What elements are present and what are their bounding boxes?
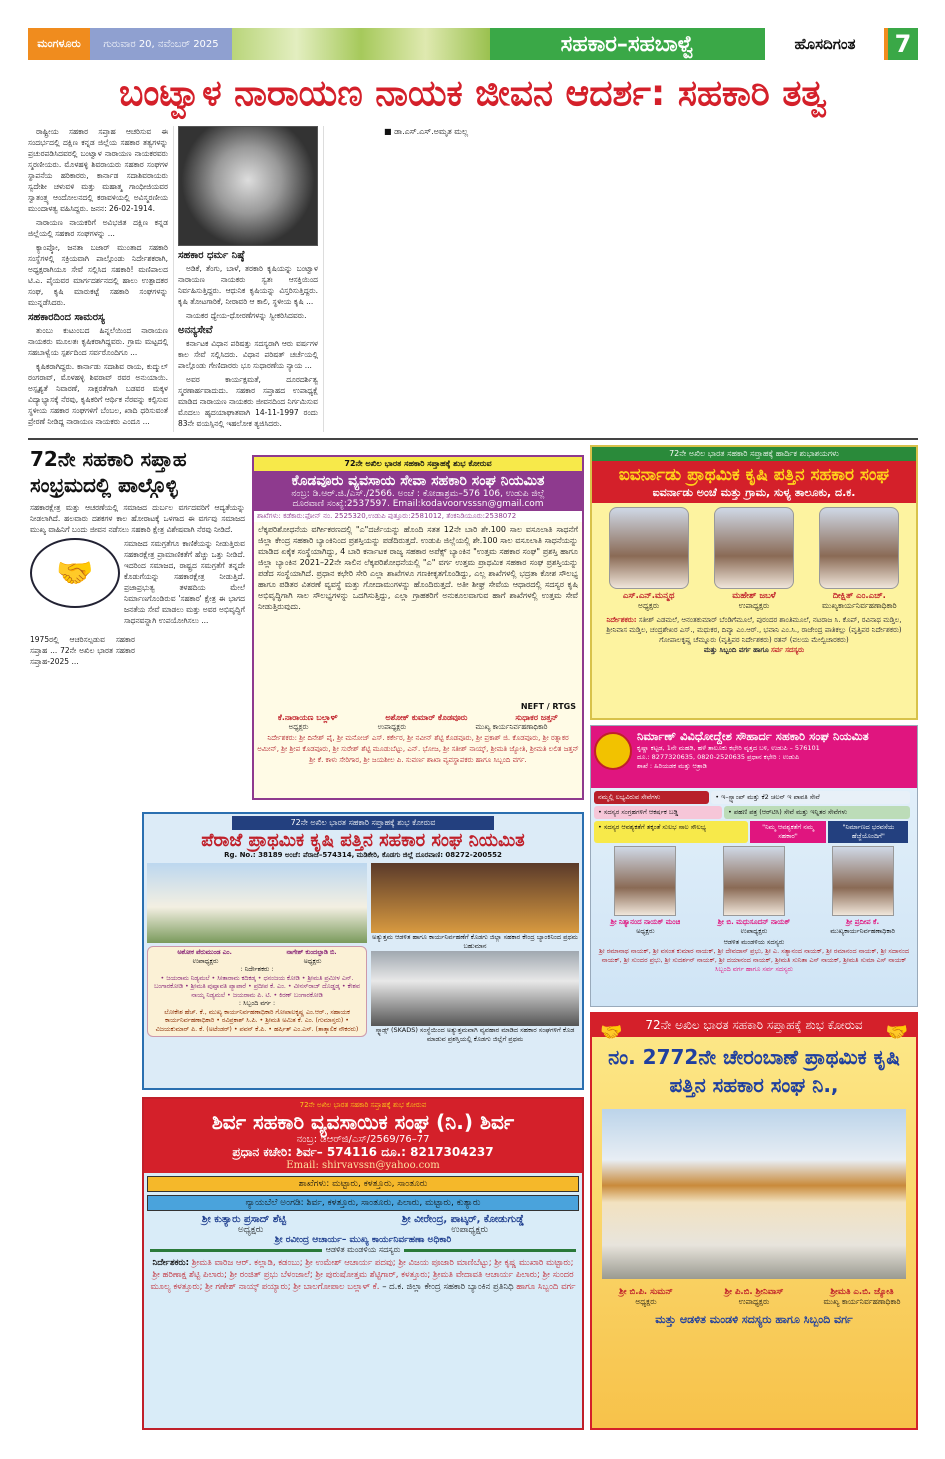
person-name: ಶ್ರೀ ನಿತ್ಯಾನಂದ ನಾಯಕ್ ಮಂಚಿ bbox=[610, 918, 681, 926]
main-headline: ಬಂಟ್ವಾಳ ನಾರಾಯಣ ನಾಯಕ ಜೀವನ ಆದರ್ಶ: ಸಹಕಾರಿ ತತ್ವ bbox=[119, 73, 827, 114]
org-name: ಶಿರ್ವ ಸಹಕಾರಿ ವ್ಯವಸಾಯಿಕ ಸಂಘ (ನಿ.) ಶಿರ್ವ bbox=[211, 1110, 515, 1134]
article-paragraph: ಅಡಿಕೆ, ತೆಂಗು, ಬಾಳೆ, ತರಕಾರಿ ಕೃಷಿಯನ್ನು ಬಂಟ್ವಾಳ ನಾರಾಯಣ ನಾಯಕರು ಸ್ವತಃ ಆಸಕ್ತಿಯಿಂದ ನಿರ್ವಹಿಸುತ್ತಿದ್ದರು. ಆಧುನಿಕ ಕೃಷಿಯನ್ನು ವಿಸ್ತರಿಸುತ್ತಿದ್ದರು. ಕೃಷಿ ತೋಟಗಾರಿಕೆ, ನೀರಾವರಿ ಆ ಕಾಲಿ, ಸ್ಥಳೀಯ ಕೃಷಿ ... bbox=[178, 264, 318, 306]
award-photo bbox=[371, 863, 579, 933]
person-card bbox=[598, 507, 699, 611]
directors-label: ನಿರ್ದೇಶಕರು: bbox=[606, 616, 637, 624]
person-name: ನಾಗೇಶ್ ಕುಂದಲ್ಪಾಡಿ ಬಿ. bbox=[286, 949, 337, 956]
person-name: ಸುಧಾಕರ ಜತ್ತನ್ bbox=[515, 713, 559, 722]
directors: • ಜಯರಾಮ ನಿಡ್ಯಮಲೆ • ಸೀತಾರಾಮ ಕದಿಕಡ್ಕ • ಧನಂಜಯ ಕೋಡಿ • ಶ್ರೀಮತಿ ಪ್ರಮೀಳ ಎನ್. ಬಂಗಾರಕೋಡಿ • ಶ್ರೀಮತಿ ಪುಷ್ಪಾವತಿ ಪ್ಯಾಪಾರೆ • ಪ್ರದೀಪ ಕೆ. ಎಂ. • ವೀನಸ್‌ರಾಜ್ ದೊಡ್ಡಡ್ಕ • ಕೇಶವ ನಾಯ್ಕ ನಿಡ್ಯಮಲೆ • ಜಯರಾಮ ಪಿ. ಟಿ. • ಕಿರಣ್ ಬಂಗಾರಕೋಡಿ bbox=[154, 974, 360, 999]
person-card bbox=[809, 507, 910, 611]
person-photo bbox=[832, 846, 894, 916]
person-role: ಉಪಾಧ್ಯಕ್ಷರು bbox=[377, 723, 407, 731]
ad-peraje bbox=[142, 812, 584, 1090]
side-paragraph: ಸಹಕಾರಕ್ಷೇತ್ರ ಮತ್ತು ಆಚರಣೆಯಲ್ಲಿ ಸಮಾಜದ ದುರ್ಬಲ ವರ್ಗದವರಿಗೆ ಆದ್ಯತೆಯನ್ನು ನೀಡಲಾಗಿದೆ. ಹಲವಾರು ದಶಕಗಳ ಕಾಲ ಹೋರಾಟಕ್ಕೆ ಒಳಗಾದ ಈ ವರ್ಗವು ಸಮಾಜದ ಮುಖ್ಯ ವಾಹಿನಿಗೆ ಬಂದು ಜೀವನ ನಡೆಸಲು ಸಹಕಾರಿ ಕ್ಷೇತ್ರ ವಿಶೇಷವಾಗಿ ನೆರವು ನೀಡಿದೆ. bbox=[30, 503, 245, 534]
org-branch: ಶಾಖೆ : ಹಿರಿಯಡಕ ಮತ್ತು ಆತ್ರಾಡಿ bbox=[637, 762, 707, 770]
directors-label: : ನಿರ್ದೇಶಕರು : bbox=[240, 966, 274, 973]
person-photo bbox=[614, 846, 676, 916]
side-article-continued: 1975ರಲ್ಲಿ ಆಚರಿಸಲ್ಪಡುವ ಸಹಕಾರ ಸಪ್ತಾಹ ... 72ನೇ ಅಖಿಲ ಭಾರತ ಸಹಕಾರ ಸಪ್ತಾಹ-2025 ... bbox=[30, 635, 135, 666]
person-name: ಕೆ.ನಾರಾಯಣ ಬಲ್ಲಾಳ್ bbox=[277, 713, 338, 722]
person-card bbox=[703, 507, 804, 611]
org-phone: ದೂ.: 8277320635, 0820-2520635 ಪ್ರಧಾನ ಕಛೇರಿ : ಉಡುಪಿ bbox=[637, 753, 800, 761]
article-paragraph: ಕೃಷಿಕರಾಗಿದ್ದರು. ಕಾರ್ನಾಡು ಸದಾಶಿವ ರಾಯ, ಕುದ್ಮುಲ್ ರಂಗರಾವ್, ಮೊಳಹಳ್ಳಿ ಶಿವರಾವ್ ರವರ ಅನುಯಾಯಿ. ಅಸ್ಪೃಶ್ಯತೆ ನಿವಾರಣೆ, ಸಾಕ್ಷರತೆಗಾಗಿ ಬಡವರ ಮಕ್ಕಳ ವಿದ್ಯಾಭ್ಯಾಸಕ್ಕೆ ನೆರವು, ಕೃಷಿಕರಿಗೆ ಆರ್ಥಿಕ ನೆರವನ್ನು ಕಲ್ಪಿಸುವ ಸ್ಥಳೀಯ ಸಹಕಾರ ಸಂಘಗಳಿಗೆ ಬೆಂಬಲ, ಖಾದಿ ಧರಿಸುವಂತೆ ಪ್ರೇರಣೆ ನೀಡಿದ್ದ ನಾರಾಯಣ ನಾಯಕರು ಎಂದೂ ... bbox=[28, 362, 168, 426]
ad-aivarnadu bbox=[590, 445, 918, 720]
org-name: ನಂ. 2772ನೇ ಚೇರಂಬಾಣೆ ಪ್ರಾಥಮಿಕ ಕೃಷಿ ಪತ್ತಿನ ಸಹಕಾರ ಸಂಘ ನಿ., bbox=[608, 1045, 900, 1097]
group-photo bbox=[371, 951, 579, 1026]
ad-strip: 72ನೇ ಅಖಿಲ ಭಾರತ ಸಹಕಾರಿ ಸಪ್ತಾಹಕ್ಕೆ ಹಾರ್ದಿಕ ಶುಭಾಶಯಗಳು bbox=[592, 447, 916, 461]
photo-caption: ಸ್ಕ್ಯಾಡ್ಸ್ (SKADS) ಸಂಸ್ಥೆಯಿಂದ ಅತ್ಯುತ್ತಮವಾಗಿ ವ್ಯವಹಾರ ಮಾಡಿದ ಸಹಕಾರ ಸಂಘಗಳಿಗೆ ಕೊಡ ಮಾಡುವ ಪ್ರಶಸ್ತಿಯಲ್ಲಿ ಕೊಡಗು ಜಿಲ್ಲೆಗೆ ಪ್ರಥಮ bbox=[375, 1026, 575, 1043]
person-role: ಉಪಾಧ್ಯಕ್ಷರು bbox=[738, 601, 770, 610]
edition-location: ಮಂಗಳೂರು bbox=[28, 28, 90, 60]
org-reg: ನಂಬ್ರ: ಡಿಆರ್‌ಜಿ/ಎಸ್/2569/76–77 bbox=[296, 1134, 430, 1145]
ad-shirva bbox=[142, 1097, 584, 1430]
person-name: ಶ್ರೀ ವೀರೇಂದ್ರ, ಪಾಟ್ಕರ್, ಕೋಡುಗುಡ್ಡೆ bbox=[401, 1214, 525, 1225]
side-paragraph: ಸಮಾಜದ ಸಮಗ್ರತೆಗೂ ಕಾಣಿಕೆಯನ್ನು ನೀಡುತ್ತಿರುವ ಸಹಕಾರಕ್ಷೇತ್ರ ಪ್ರಾಮಾಣಿಕತೆಗೆ ಹೆಚ್ಚು ಒತ್ತು ನೀಡಿದೆ. ಇದರಿಂದ ಸಮಾಜದ, ರಾಷ್ಟ್ರದ ಸಮಗ್ರತೆಗೆ ತನ್ನದೇ ಕೊಡುಗೆಯನ್ನು ಸಹಕಾರಕ್ಷೇತ್ರ ನೀಡುತ್ತಿದೆ. ಪ್ರಜಾಪ್ರಭುತ್ವ ತಳಹದಿಯ ಮೇಲೆ ನಿರ್ಮಾಣಗೊಂಡಿರುವ 'ಸಹಕಾರ' ಕ್ಷೇತ್ರ ಈ ಭಾಗದ ಜನತೆಯ ಸೇವೆ ಮಾಡಲು ಮತ್ತು ಅವರ ಅಭಿವೃದ್ಧಿಗೆ ಸಾಧನವನ್ನಾಗಿ ಉಪಯೋಗಿಸಲು ... bbox=[124, 539, 245, 625]
person-name: ಶ್ರೀ ಪಿ.ಬಿ. ಶ್ರೀನಿವಾಸ್ bbox=[724, 1287, 784, 1297]
newspaper-logo: ಹೊಸದಿಗಂತ bbox=[794, 35, 856, 53]
footer-text: ಮತ್ತು ಆಡಳಿತ ಮಂಡಳಿ ಸದಸ್ಯರು ಹಾಗೂ ಸಿಬ್ಬಂದಿ ವರ್ಗ bbox=[655, 1313, 853, 1326]
handshake-icon: 🤝 bbox=[30, 538, 120, 608]
footer-text: ಹಾಗೂ ಸಿಬ್ಬಂದಿ ವರ್ಗ bbox=[516, 1282, 576, 1292]
article-byline: ■ ಡಾ.ಎಸ್.ಎಸ್.ಅಮೃತ ಮಲ್ಲ bbox=[384, 127, 468, 136]
services-label: ನಮ್ಮಲ್ಲಿ ಲಭ್ಯವಿರುವ ಸೇವೆಗಳು bbox=[594, 791, 709, 804]
handshake-icon: 🤝 bbox=[885, 1022, 908, 1043]
article-paragraph: ಕ್ಯಾಂಪ್ಕೋ, ಜನತಾ ಬಜಾರ್ ಮುಂತಾದ ಸಹಕಾರಿ ಸಂಸ್ಥೆಗಳಲ್ಲಿ ಸಕ್ರಿಯವಾಗಿ ಪಾಲ್ಗೊಂಡು ನಿರ್ದೇಶಕರಾಗಿ, ಅಧ್ಯಕ್ಷರಾಗಿಯೂ ಸೇವೆ ಸಲ್ಲಿಸಿದ ಸಹಕಾರಿ! ಮಣಿಪಾಲದ ಟಿ.ಎ. ಪೈಯವರ ಮಾರ್ಗದರ್ಶನದಲ್ಲಿ ಹಾಲು ಉತ್ಪಾದಕರ ಸಂಘ, ಕೃಷಿ ಮಾರುಕಟ್ಟೆ ಸಹಕಾರಿ ಸಂಘಗಳನ್ನು ಮುನ್ನಡೆಸಿದರು. bbox=[28, 243, 168, 307]
ad-nirman bbox=[590, 725, 918, 1007]
paddy-banner-image bbox=[232, 28, 490, 60]
building-photo bbox=[602, 1109, 906, 1279]
person-name: ದೀಕ್ಷಿತ್ ಎಂ.ಎಚ್. bbox=[832, 591, 886, 601]
board-members: ಶ್ರೀ ರಮಾನಾಥ ನಾಯಕ್, ಶ್ರೀ ವಸಂತ ಕುಮಾರ ನಾಯಕ್, ಶ್ರೀ ದೇವದಾಸ್ ಪ್ರಭು, ಶ್ರೀ ಎ. ಸತ್ಯಾನಂದ ನಾಯಕ್, ಶ್ರೀ ರಮಾನಂದ ನಾಯಕ್, ಶ್ರೀ ಸದಾನಂದ ನಾಯಕ್, ಶ್ರೀ ಸುಂದರ ಪ್ರಭು, ಶ್ರೀ ಸುದರ್ಶನ್ ನಾಯಕ್, ಶ್ರೀ ದಯಾನಂದ ನಾಯಕ್, ಶ್ರೀಮತಿ ಸುನಿತಾ ಎಸ್ ನಾಯಕ್, ಶ್ರೀಮತಿ ಸುಮಾ ಎಸ್ ನಾಯಕ್ bbox=[598, 947, 910, 964]
article-subheading: ಸಹಕಾರದಿಂದ ಸಾಮರಸ್ಯ bbox=[28, 312, 105, 323]
divider bbox=[404, 1249, 576, 1252]
person-role: ಅಧ್ಯಕ್ಷರು bbox=[288, 723, 309, 731]
directors: ಸತೀಶ್ ಎಡಮಲೆ, ಆನಂತಕುಮಾರ್ ಬೆಂಡಿಗೆಮೂಲೆ, ಪುರಂದರ ಶಾಂತಿಮೂಲೆ, ನಟರಾಜ ಸಿ. ಕೊಪ್, ರವಿನಾಥ ಮಡ್ತಿಲ, ಶ್ರೀನಿವಾಸ ಮಡ್ತಿಲ, ಚಂದ್ರಶೇಖರ ಎಸ್., ಮಧುಕರ, ದಿವ್ಯಾ ಎಂ.ಆರ್., ಭವಾನಿ ಎಂ.ಸಿ., ರಾಜೇಂದ್ರ ಪಾತಿಕಲ್ಲು (ವೃತ್ತಿಪರ ನಿರ್ದೇಶಕರು) ಗೋಪಾಲಕೃಷ್ಣ ಚೆಮ್ನೂರು (ವೃತ್ತಿಪರ ನಿರ್ದೇಶಕರು) ರತನ್ (ವಲಯ ಮೇಲ್ವಿಚಾರಕರು) bbox=[606, 616, 902, 644]
person-role: ಅಧ್ಯಕ್ಷರು bbox=[635, 1297, 657, 1306]
person-name: ಮಹೇಶ್ ಜಬಳೆ bbox=[732, 591, 776, 601]
service-item: • ಸದಸ್ಯರ ಸಂಗ್ರಹಗಳಿಗೆ ಆಕರ್ಷಕ ಬಡ್ಡಿ bbox=[594, 806, 722, 819]
page-number: 7 bbox=[884, 28, 918, 60]
org-description: ಲೆಕ್ಕಪರಿಶೋಧನೆಯ ವರ್ಗೀಕರಣದಲ್ಲಿ "ಎ"ದರ್ಜೆಯನ್ನು ಹೊಂದಿ ಸತತ 12ನೇ ಬಾರಿ ಶೇ.100 ಸಾಲ ವಸೂಲಾತಿ ಸಾಧನೆಗೆ ಜಿಲ್ಲಾ ಕೇಂದ್ರ ಸಹಕಾರಿ ಬ್ಯಾಂಕಿನಿಂದ ಪ್ರಶಸ್ತಿಯನ್ನು ಪಡೆದಿರುತ್ತದೆ. ಉಡುಪಿ ಜಿಲ್ಲೆಯಲ್ಲಿ ಶೇ.100 ಸಾಲ ವಸೂಲಾತಿ ಸಾಧನೆಯನ್ನು ಮಾಡಿದ ಏಕೈಕ ಸಂಸ್ಥೆಯಾಗಿದ್ದು, 4 ಬಾರಿ ಕರ್ನಾಟಕ ರಾಜ್ಯ ಸಹಕಾರ ಅಪೆಕ್ಸ್ ಬ್ಯಾಂಕಿನ "ಉತ್ತಮ ಸಹಕಾರ ಸಂಘ" ಪ್ರಶಸ್ತಿ ಹಾಗೂ ಜಿಲ್ಲಾ ಬ್ಯಾಂಕಿನ 2021–22ನೇ ಸಾಲಿನ ಲೆಕ್ಕಪರಿಶೋಧನೆಯಲ್ಲಿ "ಎ" ವರ್ಗ ಉತ್ತಮ ಪ್ರಾಥಮಿಕ ಸಹಕಾರ ಸಂಘ ಪ್ರಶಸ್ತಿಯನ್ನು ಪಡೆದ ಸಂಸ್ಥೆಯಾಗಿದೆ. ಪ್ರಧಾನ ಕಛೇರಿ ಸೇರಿ ಎಲ್ಲಾ ಶಾಖೆಗಳೂ ಗಣಕೀಕೃತಗೊಂಡಿದ್ದು, ಎಲ್ಲ ಶಾಖೆಗಳಲ್ಲಿ ಭದ್ರತಾ ಕೋಶ ಸೌಲಭ್ಯ ಹಾಗೂ ಪಡಿತರ ವಿತರಣೆ ವ್ಯವಸ್ಥೆ ಮತ್ತು ಗೋದಾಮುಗಳನ್ನು ಹೊಂದಿರುತ್ತದೆ. ಅತೀ ಶೀಘ್ರ ಸೇವೆಯ ಆಧಾರದಲ್ಲಿ ಸದಸ್ಯರ ಕೃಷಿ ಅಭಿವೃದ್ಧಿಗಾಗಿ ಸಾಲ ಸೌಲಭ್ಯಗಳನ್ನು ಒದಗಿಸುತ್ತಿದ್ದು, ಎಲ್ಲಾ ಗ್ರಾಹಕರಿಗೆ ಅನುಕೂಲವಾಗುವ ಹಾಗೆ ಶಾಖೆಗಳಲ್ಲಿ ಉತ್ತಮ ಸೇವೆ ನೀಡುತ್ತಿರುವುದು. bbox=[258, 525, 578, 611]
divider bbox=[28, 438, 918, 440]
person-photo bbox=[723, 846, 785, 916]
person-role: ಉಪಾಧ್ಯಕ್ಷರು bbox=[451, 1225, 489, 1235]
person-name: ಶ್ರೀ ಬಿ.ಪಿ. ಸುಮನ್ bbox=[619, 1287, 673, 1297]
article-paragraph: ತುಂಬು ಕುಟುಂಬದ ಹಿನ್ನಲೆಯಿಂದ ನಾರಾಯಣ ನಾಯಕರು ಮೂಲತಃ ಕೃಷಿಕರಾಗಿದ್ದವರು. ಗ್ರಾಮ ಮಟ್ಟದಲ್ಲಿ ಸಹಬಾಳ್ವೆಯ ಸ್ಪರ್ಶದಿಂದ ಸರ್ವರೊಂದಿಗೂ ... bbox=[28, 326, 168, 357]
article-paragraph: ನಾಯಕರ ಧ್ಯೇಯ-ಧೋರಣೆಗಳನ್ನು ಸ್ವೀಕರಿಸಿದವರು. bbox=[186, 311, 307, 320]
person-role: ಮುಖ್ಯ ಕಾರ್ಯನಿರ್ವಹಣಾಧಿಕಾರಿ bbox=[823, 1297, 901, 1306]
staff: ಲೋಕೇಶ ಹೆಚ್. ಕೆ., ಮುಖ್ಯ ಕಾರ್ಯನಿರ್ವಹಣಾಧಿಕಾರಿ ಗೋಪಾಲಕೃಷ್ಣ ಎಂ.ಆರ್., ಸಹಾಯಕ ಕಾರ್ಯನಿರ್ವಹಣಾಧಿಕಾರಿ • ರವಿಪ್ರಕಾಶ್ ಸಿ.ಪಿ. • ಶ್ರೀಮತಿ ಅಮಿತ ಕೆ. ಎಂ. (ಗುಮಾಸ್ತರು) • ವಿಜಯಕುಮಾರ್ ಪಿ. ಕೆ. (ಅಟೆಂಡರ್) • ಪವನ್ ಕೆ.ಪಿ. • ಹರ್ಷಿತ್ ಎಂ.ಎಸ್. (ತಾತ್ಕಾಲಿಕ ನೌಕರರು) bbox=[155, 1008, 359, 1033]
person-name: ಶ್ರೀ ಕುತ್ಯಾರು ಪ್ರಸಾದ್ ಶೆಟ್ಟಿ bbox=[201, 1214, 287, 1225]
org-email: Email: shirvavssn@yahoo.com bbox=[286, 1160, 440, 1171]
article-paragraph: ನಾರಾಯಣ ನಾಯಕರಿಗೆ ಅವಿಭಜಿತ ದಕ್ಷಿಣ ಕನ್ನಡ ಜಿಲ್ಲೆಯಲ್ಲಿ ಸಹಕಾರ ಸಂಘಗಳನ್ನು ... bbox=[28, 218, 168, 238]
board-label: ಆಡಳಿತ ಮಂಡಳಿಯ ಸದಸ್ಯರು bbox=[325, 1245, 401, 1254]
org-reg: Rg. No.: 38189 ಅಂಚೆ: ಪೆರಾಜೆ–574314, ಮಡಿಕೇರಿ, ಕೊಡಗು ಜಿಲ್ಲೆ ದೂರವಾಣಿ: 08272-200552 bbox=[224, 851, 502, 859]
handshake-icon: 🤝 bbox=[600, 1022, 623, 1043]
divider bbox=[150, 1249, 322, 1252]
person-name: ಶ್ರೀ ಪ್ರದೀಪ ಕೆ. bbox=[846, 918, 880, 926]
person-card bbox=[702, 846, 806, 936]
ad-strip: 72ನೇ ಅಖಿಲ ಭಾರತ ಸಹಕಾರಿ ಸಪ್ತಾಹಕ್ಕೆ ಶುಭ ಕೋರುವ bbox=[299, 1101, 427, 1109]
footer-text: ಸರ್ವ ಸದಸ್ಯರು bbox=[770, 646, 805, 654]
org-logo bbox=[594, 732, 632, 770]
org-branches: ಶಾಖೆಗಳು: ಕಡೆಕಾರು:ಫೋನ್ ನಂ. 2525320,ಉಡುಪಿ ಪುತ್ತೂರು:2581012, ತೆಂಕನಿಡಿಯೂರು:2538072 bbox=[254, 511, 582, 522]
person-role: ಉಪಾಧ್ಯಕ್ಷರು bbox=[738, 1297, 770, 1306]
service-item: • ಸದಸ್ಯರ ಆವಶ್ಯಕತೆಗೆ ತಕ್ಕಂತೆ ಸುಲಭ ಸಾಲ ಸೌಲಭ್ಯ bbox=[594, 821, 748, 843]
directors: ಶ್ರೀಮತಿ ವಾರಿಜ ಆರ್. ಕಲ್ಲಾಡಿ, ಕಡಂಬು; ಶ್ರೀ ಉಮೇಶ್ ಆಚಾರ್ಯ ಪದವು; ಶ್ರೀ ವಿಜಯ ಪೂಜಾರಿ ಮಾಣಿಬೆಟ್ಟು; ಶ್ರೀ ಕೃಷ್ಣ ಮುಖಾರಿ ಮಟ್ಟಾರು; ಶ್ರೀ ಹರಿಣಾಕ್ಷ ಶೆಟ್ಟಿ ಪಿಲಾರು; ಶ್ರೀ ರಂಜಿತ್ ಪ್ರಭು ಬೆಳಂಜಾಲೆ; ಶ್ರೀ ಪುರುಷೋತ್ತಮ ಶೆಟ್ಟಿಗಾರ್, ಕಳತ್ತೂರು; ಶ್ರೀಮತಿ ವೇದಾವತಿ ಆಚಾರ್ಯ ಪಿಲಾರು; ಶ್ರೀ ಸುಂದರ ಮೂಲ್ಯ ಕಳತ್ತೂರು; ಶ್ರೀ ಗಣೇಶ್ ನಾಯ್ಕ್ ಪಯ್ಯಾರು; ಶ್ರೀ ಬಾಲಗೋಪಾಲ ಬಲ್ಲಾಳ್ ಕೆ. bbox=[150, 1258, 574, 1292]
ceo: ಶ್ರೀ ರವೀಂದ್ರ ಆಚಾರ್ಯ– ಮುಖ್ಯ ಕಾರ್ಯನಿರ್ವಹಣಾ ಅಧಿಕಾರಿ bbox=[274, 1235, 452, 1245]
portrait-photo bbox=[178, 126, 318, 246]
person-role: ಅಧ್ಯಕ್ಷರು bbox=[636, 927, 655, 935]
person-name: ಶ್ರೀ ಬಿ. ಮಧುಸೂದನ್ ನಾಯಕ್ bbox=[717, 918, 791, 926]
article-paragraph: ರಾಷ್ಟ್ರೀಯ ಸಹಕಾರ ಸಪ್ತಾಹ ಆಚರಿಸುವ ಈ ಸಂದರ್ಭದಲ್ಲಿ ದಕ್ಷಿಣ ಕನ್ನಡ ಜಿಲ್ಲೆಯ ಸಹಕಾರ ತತ್ವಗಳನ್ನು ಪ್ರಚುರಪಡಿಸಿದವರಲ್ಲಿ ಬಂಟ್ವಾಳ ನಾರಾಯಣ ನಾಯಕರವರು ಸ್ಮರಣೀಯರು. ಮೊಳಹಳ್ಳಿ ಶಿವರಾಯರು ಸಹಕಾರ ಸಂಘಗಳ ಸ್ಥಾಪನೆಯ ಹರಿಕಾರರು, ಕಾರ್ನಾಡ ಸದಾಶಿವರಾಯರು ಸ್ವದೇಶೀ ಚಳುವಳಿ ಮತ್ತು ಮಹಾತ್ಮ ಗಾಂಧೀಜಿಯವರ ಸ್ವಾತಂತ್ರ್ಯ ಆಂದೋಲನದಲ್ಲಿ ಕರಾವಳಿಯಲ್ಲಿ ಅವಿಸ್ಮರಣೀಯ ಮುಂದಾಳತ್ವ ವಹಿಸಿದ್ದರು. ಜನನ: 26-02-1914. bbox=[28, 127, 168, 213]
org-address: ಕೃಷ್ಣಾ ಕಟ್ಟಡ, 1ನೇ ಮಹಡಿ, ಹಳೆ ತಾಲೂಕು ಕಛೇರಿ ವೃತ್ತದ ಬಳಿ, ಉಡುಪಿ – 576101 bbox=[637, 744, 820, 752]
org-office: ಪ್ರಧಾನ ಕಚೇರಿ: ಶಿರ್ವ– 574116 ದೂ.: 8217304237 bbox=[232, 1145, 494, 1159]
footer-text: ಸಿಬ್ಬಂದಿ ವರ್ಗ ಹಾಗೂ ಸರ್ವ ಸದಸ್ಯರು bbox=[715, 965, 793, 973]
service-item: • ಇ–ಸ್ಟ್ಯಾಂಪ್ ಮತ್ತು ಕೆ2 ಚಲನ್ ಇ ಪಾವತಿ ಸೇವೆ bbox=[711, 791, 909, 804]
person-name: ಎಸ್.ಎನ್.ಮನ್ಮಥ bbox=[622, 591, 675, 601]
person-photo bbox=[819, 507, 899, 589]
section-title: ಸಹಕಾರ–ಸಹಬಾಳ್ವೆ bbox=[490, 28, 765, 60]
staff-label: : ಸಿಬ್ಬಂದಿ ವರ್ಗ : bbox=[238, 1000, 276, 1007]
person-photo bbox=[714, 507, 794, 589]
person-card bbox=[810, 1285, 914, 1307]
person-card bbox=[594, 1285, 698, 1307]
person-card bbox=[702, 1285, 806, 1307]
person-card bbox=[593, 846, 697, 936]
person-role: ಉಪಾಧ್ಯಕ್ಷರು bbox=[740, 927, 768, 935]
board-label: ಆಡಳಿತ ಮಂಡಳಿಯ ಸದಸ್ಯರು bbox=[723, 938, 785, 946]
article-paragraph: ಅವರ ಕಾರ್ಯಕ್ಷಮತೆ, ದೂರದರ್ಶಿತ್ವ ಸ್ಮರಣಾರ್ಹವಾದುದು. ಸಹಕಾರ ಸಪ್ತಾಹದ ಉಪಾಧ್ಯಕ್ಷೆ ಮಾಡಿದ ನಾರಾಯಣ ನಾಯಕರು ಜೀವನದಿಂದ ನಿರ್ಗಮಿಸುವ ಮೊದಲು ಹೃದಯಾಘಾತವಾಗಿ 14-11-1997 ರಂದು 83ನೇ ವಯಸ್ಸಿನಲ್ಲಿ ಇಹಲೋಕ ತ್ಯಜಿಸಿದರು. bbox=[178, 375, 318, 428]
ad-strip: 72ನೇ ಅಖಿಲ ಭಾರತ ಸಹಕಾರಿ ಸಪ್ತಾಹಕ್ಕೆ ಶುಭ ಕೋರುವ bbox=[254, 457, 582, 471]
org-reg: ನಂಬ್ರ: ಡಿ.ಆರ್.ಜಿ./ಎಸ್./2566. ಅಂಚೆ : ಕೋಡಾಶ್ರಮ–576 106, ಉಡುಪಿ ಜಿಲ್ಲೆ bbox=[291, 489, 545, 499]
person-role: ಅಧ್ಯಕ್ಷರು bbox=[303, 957, 322, 965]
slogan: "ನಿರ್ಮಾಣದ ಭರವಸೆಯ ಹೆಜ್ಜೆಯೊಂದಿಗೆ" bbox=[828, 821, 908, 843]
article-subheading: ಸಹಕಾರ ಧರ್ಮ ನಿಷ್ಠೆ bbox=[178, 250, 245, 261]
person-role: ಅಧ್ಯಕ್ಷರು bbox=[638, 601, 660, 610]
person-photo bbox=[609, 507, 689, 589]
org-shops: ನ್ಯಾಯಬೆಲೆ ಅಂಗಡಿ: ಶಿರ್ವ, ಕಳತ್ತೂರು, ಸಾಂತೂರು, ಪಿಲಾರು, ಮಟ್ಟಾರು, ಕುತ್ಯಾರು bbox=[147, 1195, 579, 1211]
org-name: ಕೊಡವೂರು ವ್ಯವಸಾಯ ಸೇವಾ ಸಹಕಾರಿ ಸಂಘ ನಿಯಮಿತ bbox=[291, 473, 545, 489]
slogan: "ನಿಮ್ಮ ಆವಶ್ಯಕತೆಗೆ ನಮ್ಮ ಸಹಕಾರ" bbox=[750, 821, 827, 843]
ad-strip: 72ನೇ ಅಖಿಲ ಭಾರತ ಸಹಕಾರಿ ಸಪ್ತಾಹಕ್ಕೆ ಶುಭ ಕೋರುವ bbox=[645, 1018, 863, 1032]
directors: ನಿರ್ದೇಶಕರು: ಶ್ರೀ ದಿನೇಶ್ ಪೈ, ಶ್ರೀ ಮನೋಜ್ ಎಸ್. ಕರ್ಕೇರ, ಶ್ರೀ ನವೀನ್ ಶೆಟ್ಟಿ ಕೊಡವೂರು, ಶ್ರೀ ಪ್ರಕಾಶ್ ಜಿ. ಕೊಡವೂರು, ಶ್ರೀ ರತ್ನಾಕರ ಅಮೀನ್, ಶ್ರೀ ಶ್ರೀಪ ಕೊಡವೂರು, ಶ್ರೀ ಸುರೇಶ್ ಶೆಟ್ಟಿ ಮೂಡುಬೆಟ್ಟು, ಎನ್. ಭೋಜ, ಶ್ರೀ ಸತೀಶ್ ನಾಯ್ಕ್, ಶ್ರೀಮತಿ ಜ್ಯೋತಿ, ಶ್ರೀಮತಿ ಲಲಿತ ಜತ್ತನ್ ಶ್ರೀ ಕೆ. ಕಾಳು ಸೇರಿಗಾರ, ಶ್ರೀ ಜಯಶೀಲ ಪಿ. ಸುವರ್ಣ ಶಾಖಾ ವ್ಯವಸ್ಥಾಪಕರು ಹಾಗೂ ಸಿಬ್ಬಂದಿ ವರ್ಗ. bbox=[257, 734, 579, 764]
side-headline: 72ನೇ ಸಹಕಾರಿ ಸಪ್ತಾಹ ಸಂಭ್ರಮದಲ್ಲಿ ಪಾಲ್ಗೊಳ್ಳಿ bbox=[30, 447, 187, 497]
article-paragraph: ಕರ್ನಾಟಕ ವಿಧಾನ ಪರಿಷತ್ತು ಸದಸ್ಯರಾಗಿ ಆರು ವರ್ಷಗಳ ಕಾಲ ಸೇವೆ ಸಲ್ಲಿಸಿದರು. ವಿಧಾನ ಪರಿಷತ್ ಚರ್ಚೆಯಲ್ಲಿ ಪಾಲ್ಗೊಂಡು ಗೇಣಿದಾರರು ಭೂ ಸುಧಾರಣೆಯ ನ್ಯಾಯ ... bbox=[178, 339, 318, 370]
org-address: ಐವರ್ನಾಡು ಅಂಚೆ ಮತ್ತು ಗ್ರಾಮ, ಸುಳ್ಯ ತಾಲೂಕು, ದ.ಕ. bbox=[652, 486, 856, 499]
ad-kodavoor bbox=[252, 455, 584, 800]
footer-text: ಮತ್ತು ಸಿಬ್ಬಂದಿ ವರ್ಗ ಹಾಗೂ bbox=[703, 646, 769, 654]
person-name: ಶ್ರೀಮತಿ ಎ.ಬಿ. ಜ್ಯೋತಿ bbox=[830, 1287, 894, 1297]
directors-label: ನಿರ್ದೇಶಕರು: bbox=[152, 1258, 190, 1268]
person-role: ಉಪಾಧ್ಯಕ್ಷರು bbox=[192, 957, 219, 965]
edition-date: ಗುರುವಾರ 20, ನವೆಂಬರ್ 2025 bbox=[90, 28, 232, 60]
neft-label: NEFT / RTGS bbox=[520, 702, 576, 711]
person-role: ಅಧ್ಯಕ್ಷರು bbox=[237, 1225, 264, 1235]
ad-cherambane bbox=[590, 1012, 918, 1430]
org-contact: ದೂರವಾಣಿ ಸಂಖ್ಯೆ:2537597. Email:kodavoorvsssn@gmail.com bbox=[292, 499, 544, 509]
org-name: ನಿರ್ಮಾಣ್ ವಿವಿಧೋದ್ದೇಶ ಸೌಹಾರ್ದ ಸಹಕಾರಿ ಸಂಘ ನಿಯಮಿತ bbox=[637, 729, 869, 743]
main-article bbox=[28, 126, 918, 432]
org-name: ಐವರ್ನಾಡು ಪ್ರಾಥಮಿಕ ಕೃಷಿ ಪತ್ತಿನ ಸಹಕಾರ ಸಂಘ bbox=[618, 465, 890, 485]
person-role: ಮುಖ್ಯಕಾರ್ಯನಿರ್ವಹಣಾಧಿಕಾರಿ bbox=[821, 601, 897, 610]
person-role: ಮುಖ್ಯ ಕಾರ್ಯನಿರ್ವಹಣಾಧಿಕಾರಿ bbox=[475, 723, 548, 731]
ad-strip: 72ನೇ ಅಖಿಲ ಭಾರತ ಸಹಕಾರಿ ಸಪ್ತಾಹಕ್ಕೆ ಶುಭ ಕೋರುವ bbox=[232, 816, 495, 830]
article-subheading: ಅನನ್ಯಸೇವೆ bbox=[178, 325, 213, 336]
org-name: ಪೆರಾಜೆ ಪ್ರಾಥಮಿಕ ಕೃಷಿ ಪತ್ತಿನ ಸಹಕಾರ ಸಂಘ ನಿಯಮಿತ bbox=[201, 830, 525, 851]
photo-caption: ಅತ್ಯುತ್ತಮ ಆಡಳಿತ ಹಾಗೂ ಕಾರ್ಯನಿರ್ವಹಣೆಗೆ ಕೊಡಗು ಜಿಲ್ಲಾ ಸಹಕಾರ ಕೇಂದ್ರ ಬ್ಯಾಂಕಿನಿಂದ ಪ್ರಥಮ ಬಹುಮಾನ bbox=[372, 933, 578, 950]
representative: – ದ.ಕ. ಜಿಲ್ಲಾ ಕೇಂದ್ರ ಸಹಕಾರಿ ಬ್ಯಾಂಕಿನ ಪ್ರತಿನಿಧಿ bbox=[382, 1282, 514, 1292]
service-item: • ಪಹಣಿ ಪತ್ರ (ಆರ್‌ಟಿಸಿ) ಸೇವೆ ಮತ್ತು ಇನ್ನಿತರ ಸೇವೆಗಳು bbox=[724, 806, 910, 819]
person-name: ಅಶೋಕ ಪೆರುಮುಂಡ ಎಂ. bbox=[177, 949, 232, 956]
org-branches: ಶಾಖೆಗಳು: ಮಟ್ಟಾರು, ಕಳತ್ತೂರು, ಸಾಂತೂರು bbox=[147, 1176, 579, 1192]
person-name: ಅಶೋಕ್ ಕುಮಾರ್ ಕೊಡವೂರು bbox=[385, 713, 468, 722]
building-photo bbox=[147, 863, 367, 943]
person-role: ಮುಖ್ಯಕಾರ್ಯನಿರ್ವಹಣಾಧಿಕಾರಿ bbox=[830, 927, 895, 935]
person-card bbox=[810, 846, 914, 936]
